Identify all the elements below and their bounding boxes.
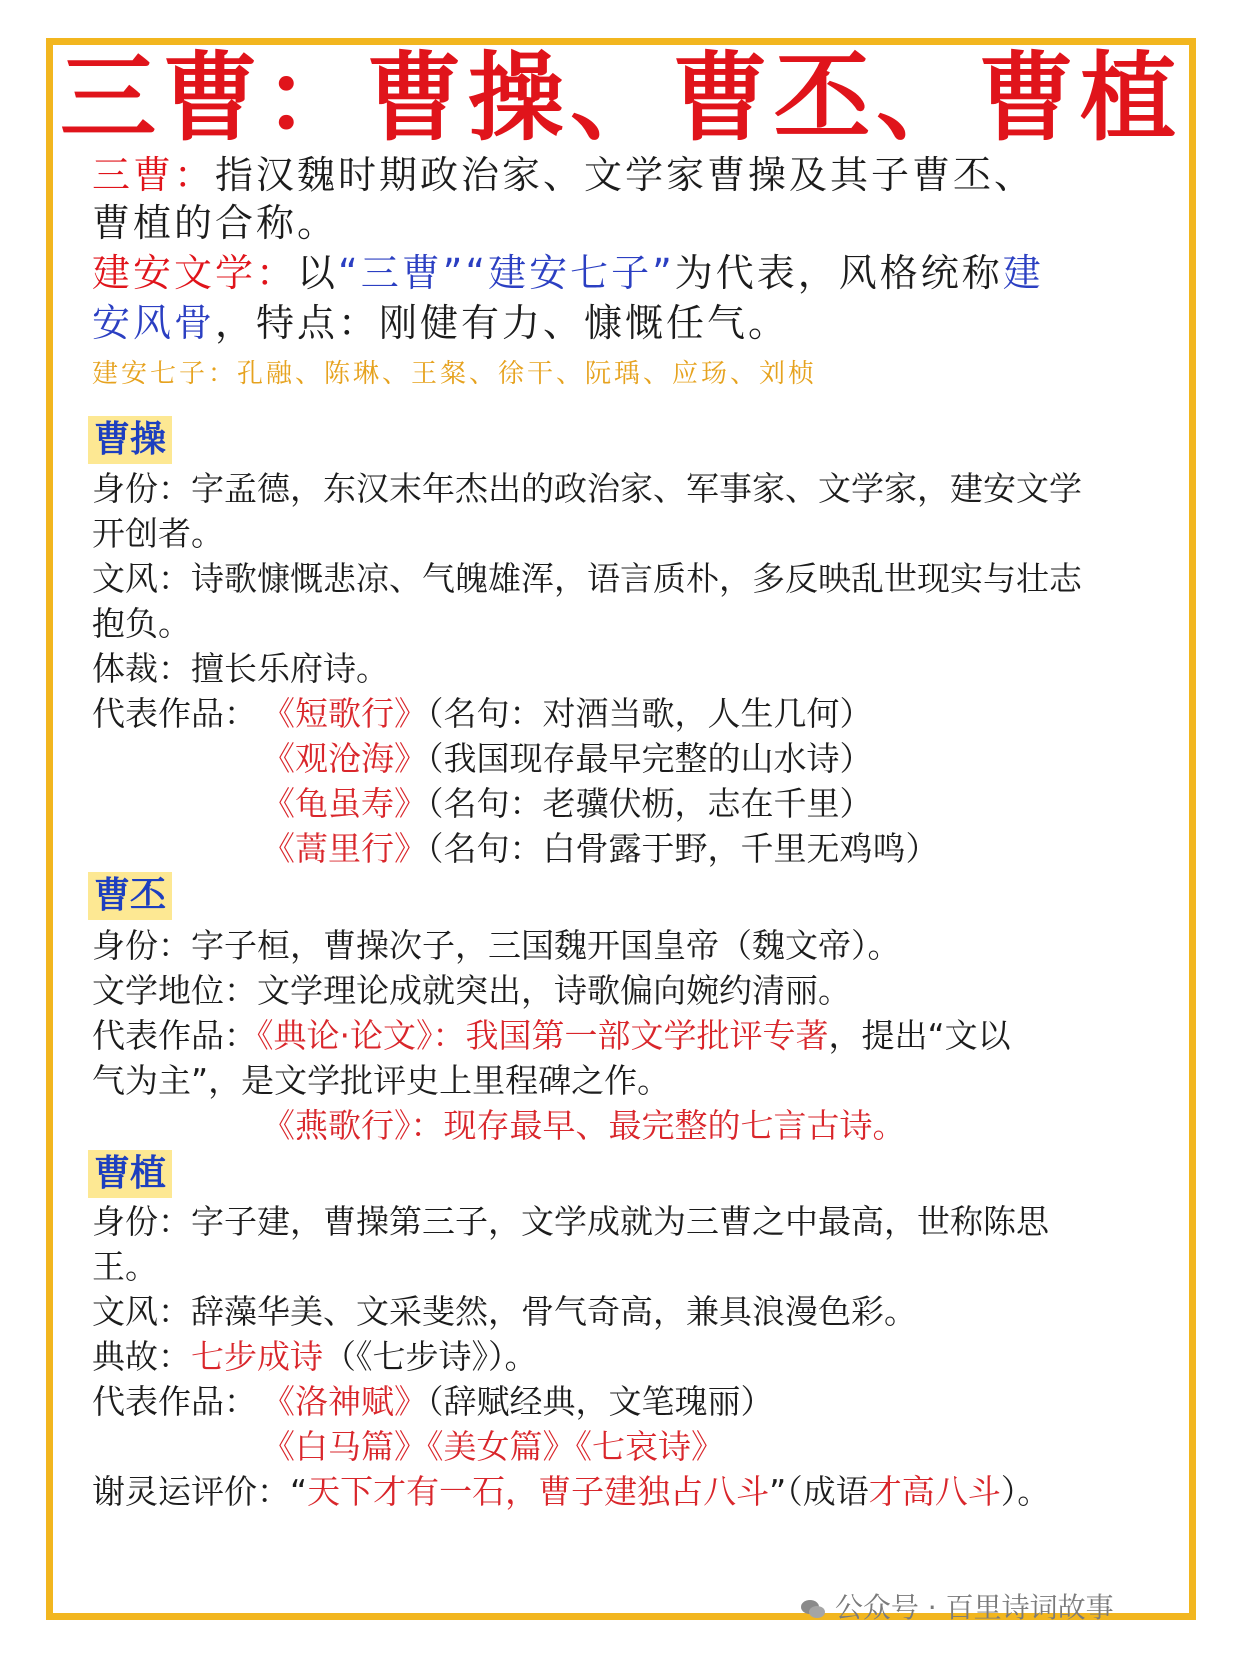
eval-mid: ”（成语 bbox=[769, 1472, 869, 1511]
caopi-identity: 身份：字子桓，曹操次子，三国魏开国皇帝（魏文帝）。 bbox=[92, 926, 901, 965]
watermark-text: 公众号 · 百里诗词故事 bbox=[834, 1591, 1114, 1624]
work-note: （名句：对酒当歌，人生几何） bbox=[427, 694, 873, 733]
caopi-works-line-1 bbox=[92, 1016, 1011, 1055]
intro-sancao-line-2 bbox=[92, 201, 339, 245]
jianan-features: ，特点：刚健有力、慷慨任气。 bbox=[215, 301, 790, 345]
qizi-line: 建安七子：孔融、陈琳、王粲、徐干、阮瑀、应玚、刘桢 bbox=[92, 359, 818, 389]
caozhi-works-line-2: 《白马篇》《美女篇》《七哀诗》 bbox=[262, 1427, 724, 1466]
allusion-term: 七步成诗 bbox=[191, 1337, 323, 1376]
caocao-work bbox=[262, 829, 939, 868]
work-title: 《典论·论文》：我国第一部文学批评专著 bbox=[257, 1016, 829, 1055]
sancao-text: 指汉魏时期政治家、文学家曹操及其子曹丕、 bbox=[215, 153, 1036, 197]
work-title: 《龟虽寿》 bbox=[262, 784, 427, 823]
allusion-rest: （《七步诗》）。 bbox=[323, 1337, 538, 1376]
work-note: （名句：白骨露于野，千里无鸡鸣） bbox=[427, 829, 939, 868]
work-note: ，提出“文以 bbox=[828, 1016, 1011, 1055]
jianan-style-term-cont: 安风骨 bbox=[92, 301, 216, 345]
jianan-label: 建安文学： bbox=[92, 251, 298, 295]
caocao-work bbox=[262, 784, 873, 823]
work-note: （名句：老骥伏枥，志在千里） bbox=[427, 784, 873, 823]
caozhi-style: 文风：辞藻华美、文采斐然，骨气奇高，兼具浪漫色彩。 bbox=[92, 1292, 917, 1331]
caozhi-identity-cont: 王。 bbox=[92, 1247, 158, 1286]
sancao-label: 三曹： bbox=[92, 153, 216, 197]
wechat-icon bbox=[800, 1598, 826, 1620]
section-heading-caopi: 曹丕 bbox=[88, 872, 172, 920]
caopi-works-line-2: 气为主”，是文学批评史上里程碑之作。 bbox=[92, 1061, 671, 1100]
sancao-text-cont: 曹植的合称。 bbox=[92, 201, 339, 245]
watermark bbox=[800, 1586, 1114, 1626]
allusion-label: 典故： bbox=[92, 1337, 191, 1376]
work-title: 《蒿里行》 bbox=[262, 829, 427, 868]
caocao-works-label: 代表作品： bbox=[92, 694, 257, 733]
caopi-status: 文学地位：文学理论成就突出，诗歌偏向婉约清丽。 bbox=[92, 971, 851, 1010]
caocao-style-cont: 抱负。 bbox=[92, 604, 191, 643]
caocao-identity-cont: 开创者。 bbox=[92, 514, 224, 553]
work-title: 《短歌行》 bbox=[262, 694, 427, 733]
work-note: （辞赋经典，文笔瑰丽） bbox=[427, 1382, 774, 1421]
caocao-work bbox=[262, 739, 873, 778]
caozhi-evaluation bbox=[92, 1472, 1051, 1511]
caozhi-identity: 身份：字子建，曹操第三子，文学成就为三曹之中最高，世称陈思 bbox=[92, 1202, 1049, 1241]
caozhi-works-label: 代表作品： bbox=[92, 1382, 257, 1421]
caocao-genre: 体裁：擅长乐府诗。 bbox=[92, 649, 389, 688]
intro-sancao-line-1 bbox=[92, 153, 1036, 197]
eval-quote: 天下才有一石，曹子建独占八斗 bbox=[307, 1472, 770, 1511]
jianan-representatives: “三曹”“建安七子” bbox=[338, 251, 675, 295]
caocao-identity: 身份：字孟德，东汉末年杰出的政治家、军事家、文学家，建安文学 bbox=[92, 469, 1082, 508]
work-note: （我国现存最早完整的山水诗） bbox=[427, 739, 873, 778]
eval-end: ）。 bbox=[1000, 1472, 1051, 1511]
section-heading-caozhi: 曹植 bbox=[88, 1150, 172, 1198]
eval-label: 谢灵运评价：“ bbox=[92, 1472, 308, 1511]
caopi-works-label: 代表作品： bbox=[92, 1016, 257, 1055]
caozhi-work bbox=[262, 1382, 774, 1421]
jianan-text: 以 bbox=[297, 251, 339, 295]
caocao-work bbox=[262, 694, 873, 733]
caozhi-allusion bbox=[92, 1337, 538, 1376]
caocao-style: 文风：诗歌慷慨悲凉、气魄雄浑，语言质朴，多反映乱世现实与壮志 bbox=[92, 559, 1082, 598]
section-heading-caocao: 曹操 bbox=[88, 416, 172, 464]
work-title: 《观沧海》 bbox=[262, 739, 427, 778]
caopi-work-yangexing: 《燕歌行》：现存最早、最完整的七言古诗。 bbox=[262, 1106, 906, 1145]
intro-jianan-line-2 bbox=[92, 301, 790, 345]
jianan-style-term: 建 bbox=[1002, 251, 1044, 295]
eval-idiom: 才高八斗 bbox=[868, 1472, 1001, 1511]
page-title: 三曹：曹操、曹丕、曹植 bbox=[60, 42, 1182, 154]
intro-jianan-line-1 bbox=[92, 251, 1044, 295]
work-title: 《洛神赋》 bbox=[262, 1382, 427, 1421]
jianan-text-b: 为代表，风格统称 bbox=[674, 251, 1003, 295]
